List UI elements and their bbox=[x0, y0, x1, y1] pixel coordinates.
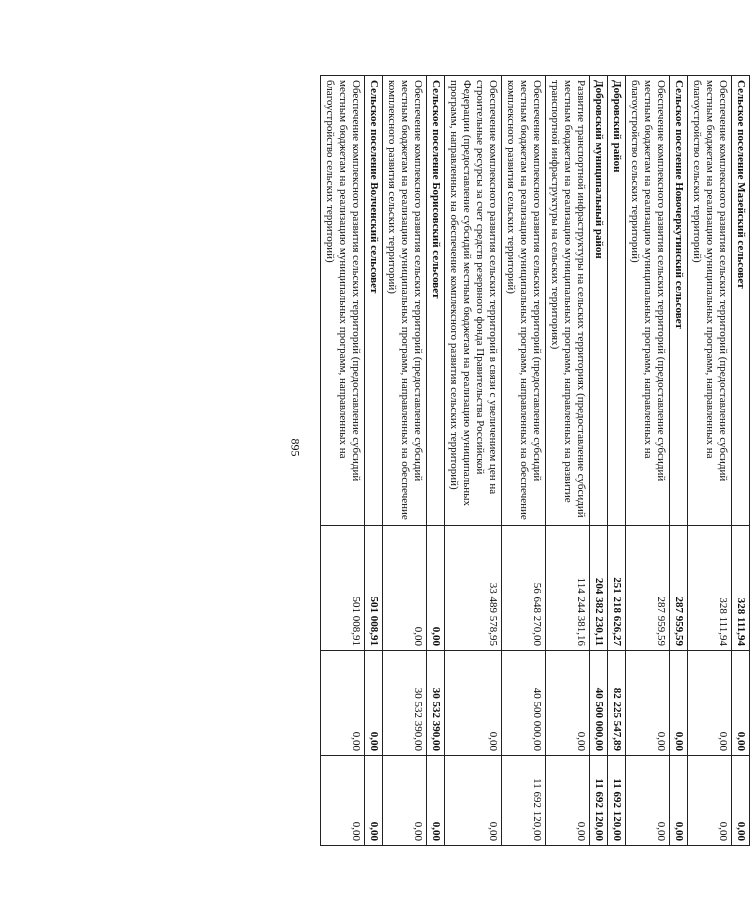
value-cell-3: 0,00 bbox=[383, 756, 427, 846]
value-cell-1: 56 648 270,00 bbox=[502, 526, 546, 651]
budget-table bbox=[320, 75, 750, 846]
table-row bbox=[732, 76, 750, 846]
value-cell-1: 204 382 230,11 bbox=[590, 526, 608, 651]
table-row bbox=[590, 76, 608, 846]
value-cell-2: 30 532 390,00 bbox=[383, 651, 427, 756]
value-cell-3: 0,00 bbox=[670, 756, 688, 846]
row-name-cell: Обеспечение комплексного развития сельских территорий (предоставление субсидий местным бюджетам на реализацию муниципальных программ, направленных на обеспечение комплексного развития сельских территорий) bbox=[502, 76, 546, 526]
value-cell-1: 251 218 626,27 bbox=[608, 526, 626, 651]
table-row bbox=[427, 76, 445, 846]
budget-table-body bbox=[321, 76, 750, 846]
row-name-cell: Обеспечение комплексного развития сельских территорий (предоставление субсидий местным бюджетам на реализацию муниципальных программ, направленных на благоустройство сельских территорий) bbox=[626, 76, 670, 526]
value-cell-3: 0,00 bbox=[321, 756, 365, 846]
rotated-page bbox=[70, 75, 750, 845]
table-row bbox=[670, 76, 688, 846]
value-cell-1: 0,00 bbox=[383, 526, 427, 651]
value-cell-2: 0,00 bbox=[546, 651, 590, 756]
table-row bbox=[321, 76, 365, 846]
table-row bbox=[546, 76, 590, 846]
value-cell-3: 11 692 120,00 bbox=[502, 756, 546, 846]
value-cell-2: 0,00 bbox=[626, 651, 670, 756]
value-cell-3: 0,00 bbox=[546, 756, 590, 846]
row-name-cell: Обеспечение комплексного развития сельских территорий (предоставление субсидий местным бюджетам на реализацию муниципальных программ, направленных на благоустройство сельских территорий) bbox=[688, 76, 732, 526]
value-cell-2: 30 532 390,00 bbox=[427, 651, 445, 756]
row-name-cell: Сельское поселение Новочеркутинский сельсовет bbox=[670, 76, 688, 526]
value-cell-1: 328 111,94 bbox=[732, 526, 750, 651]
value-cell-1: 501 008,91 bbox=[365, 526, 383, 651]
value-cell-1: 328 111,94 bbox=[688, 526, 732, 651]
value-cell-2: 82 225 547,89 bbox=[608, 651, 626, 756]
row-name-cell: Обеспечение комплексного развития сельских территорий в связи с увеличением цен на строительные ресурсы за счет средств резервного фонда Правительства Российской Федерации (предоставление субсидий местным бюджетам на реализацию муниципальных программ, направленных на обеспечение комплексного развития сельских территорий) bbox=[445, 76, 502, 526]
row-name-cell: Обеспечение комплексного развития сельских территорий (предоставление субсидий местным бюджетам на реализацию муниципальных программ, направленных на благоустройство сельских территорий) bbox=[321, 76, 365, 526]
value-cell-1: 114 244 381,16 bbox=[546, 526, 590, 651]
page-number: 895 bbox=[288, 438, 303, 457]
value-cell-3: 0,00 bbox=[445, 756, 502, 846]
budget-table-container bbox=[70, 75, 750, 845]
value-cell-2: 0,00 bbox=[445, 651, 502, 756]
value-cell-1: 33 489 578,95 bbox=[445, 526, 502, 651]
value-cell-3: 0,00 bbox=[427, 756, 445, 846]
table-row bbox=[502, 76, 546, 846]
table-row bbox=[626, 76, 670, 846]
row-name-cell: Развитие транспортной инфраструктуры на сельских территориях (предоставление субсидий местным бюджетам на реализацию муниципальных программ, направленных на развитие транспортной инфраструктуры на сельских территориях) bbox=[546, 76, 590, 526]
value-cell-1: 287 959,59 bbox=[670, 526, 688, 651]
row-name-cell: Сельское поселение Борисовский сельсовет bbox=[427, 76, 445, 526]
value-cell-3: 11 692 120,00 bbox=[608, 756, 626, 846]
table-row bbox=[688, 76, 732, 846]
value-cell-2: 40 500 000,00 bbox=[502, 651, 546, 756]
table-row bbox=[608, 76, 626, 846]
value-cell-3: 0,00 bbox=[365, 756, 383, 846]
value-cell-3: 0,00 bbox=[732, 756, 750, 846]
row-name-cell: Сельское поселение Волченский сельсовет bbox=[365, 76, 383, 526]
row-name-cell: Обеспечение комплексного развития сельских территорий (предоставление субсидий местным бюджетам на реализацию муниципальных программ, направленных на обеспечение комплексного развития сельских территорий) bbox=[383, 76, 427, 526]
row-name-cell: Добровский муниципальный район bbox=[590, 76, 608, 526]
value-cell-1: 287 959,59 bbox=[626, 526, 670, 651]
value-cell-2: 0,00 bbox=[732, 651, 750, 756]
value-cell-3: 0,00 bbox=[688, 756, 732, 846]
row-name-cell: Добровский район bbox=[608, 76, 626, 526]
value-cell-2: 40 500 000,00 bbox=[590, 651, 608, 756]
value-cell-2: 0,00 bbox=[688, 651, 732, 756]
table-row bbox=[365, 76, 383, 846]
table-row bbox=[383, 76, 427, 846]
row-name-cell: Сельское поселение Мазейский сельсовет bbox=[732, 76, 750, 526]
value-cell-3: 0,00 bbox=[626, 756, 670, 846]
value-cell-1: 501 008,91 bbox=[321, 526, 365, 651]
table-row bbox=[445, 76, 502, 846]
value-cell-1: 0,00 bbox=[427, 526, 445, 651]
value-cell-2: 0,00 bbox=[365, 651, 383, 756]
value-cell-3: 11 692 120,00 bbox=[590, 756, 608, 846]
value-cell-2: 0,00 bbox=[670, 651, 688, 756]
value-cell-2: 0,00 bbox=[321, 651, 365, 756]
